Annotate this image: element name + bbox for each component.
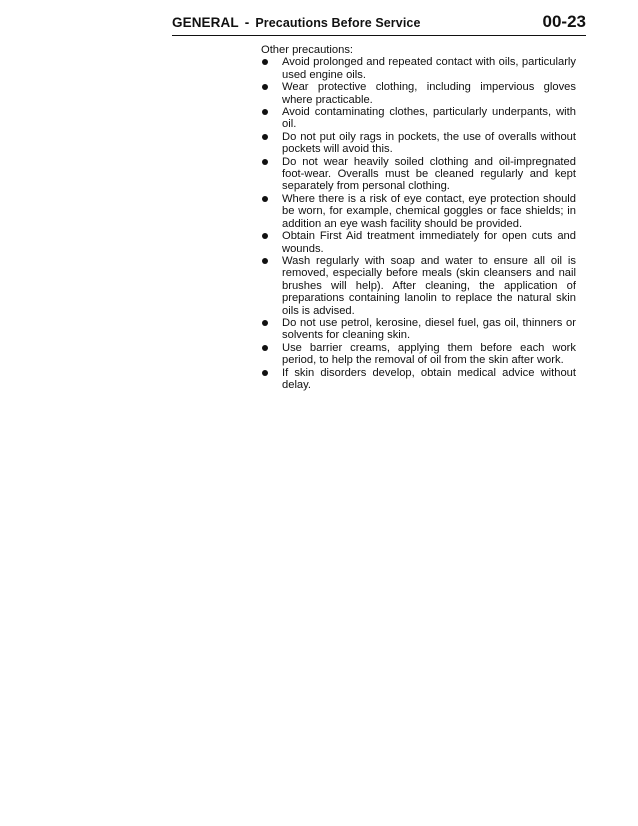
- bullet-icon: [262, 345, 268, 351]
- list-item-text: Do not put oily rags in pockets, the use of overalls without pockets will avoid this.: [282, 130, 576, 156]
- header-rule: [172, 35, 586, 36]
- bullet-icon: [262, 320, 268, 326]
- list-item-text: Wash regularly with soap and water to ensure all oil is removed, especially before meals (skin cleansers and nail brushes will help). After cleaning, the application of preparations containing lanolin to replace the natural skin oils is advised.: [282, 254, 576, 317]
- list-item: [261, 193, 576, 230]
- list-item: [261, 230, 576, 255]
- list-item-text: Do not wear heavily soiled clothing and oil-impregnated foot-wear. Overalls must be cleaned regularly and kept separately from personal clothing.: [282, 155, 576, 193]
- bullet-icon: [262, 233, 268, 239]
- intro-text: Other precautions:: [261, 44, 354, 56]
- bullet-icon: [262, 84, 268, 90]
- list-item-text: Obtain First Aid treatment immediately for open cuts and wounds.: [282, 230, 576, 255]
- page-header: [172, 12, 586, 34]
- list-item: [261, 81, 576, 106]
- list-item-text: Use barrier creams, applying them before each work period, to help the removal of oil from the skin after work.: [282, 341, 576, 367]
- list-item-text: Do not use petrol, kerosine, diesel fuel, gas oil, thinners or solvents for cleaning skin.: [282, 316, 576, 342]
- bullet-icon: [262, 159, 268, 165]
- list-item: [261, 56, 576, 81]
- bullet-icon: [262, 196, 268, 202]
- list-item: [261, 156, 576, 193]
- header-separator: -: [244, 15, 250, 30]
- bullet-icon: [262, 258, 268, 264]
- bullet-icon: [262, 109, 268, 115]
- list-item: [261, 255, 576, 317]
- list-item: [261, 367, 576, 392]
- header-subtitle: Precautions Before Service: [255, 16, 421, 30]
- list-item: [261, 106, 576, 131]
- bullet-icon: [262, 370, 268, 376]
- precautions-list: [261, 56, 576, 391]
- list-item: [261, 317, 576, 342]
- page-number: 00-23: [542, 12, 586, 31]
- list-item-text: Where there is a risk of eye contact, eye protection should be worn, for example, chemical goggles or face shields; in addition an eye wash facility should be provided.: [282, 192, 576, 230]
- list-item: [261, 342, 576, 367]
- list-item-text: If skin disorders develop, obtain medical advice without delay.: [282, 366, 576, 391]
- bullet-icon: [262, 134, 268, 140]
- list-item-text: Avoid contaminating clothes, particularly underpants, with oil.: [282, 106, 576, 131]
- bullet-icon: [262, 59, 268, 65]
- list-item: [261, 131, 576, 156]
- header-title: [172, 15, 421, 30]
- precautions-content: [261, 44, 576, 391]
- list-item-text: Avoid prolonged and repeated contact with oils, particularly used engine oils.: [282, 56, 576, 81]
- list-item-text: Wear protective clothing, including impervious gloves where practicable.: [282, 81, 576, 106]
- header-section: GENERAL: [172, 15, 239, 30]
